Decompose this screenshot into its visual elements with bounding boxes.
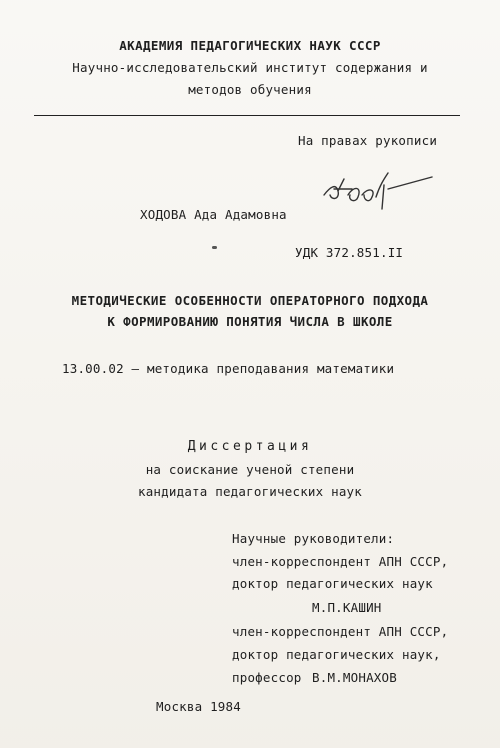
- place-and-year: Москва 1984: [156, 699, 241, 714]
- title-line-2: К ФОРМИРОВАНИЮ ПОНЯТИЯ ЧИСЛА В ШКОЛЕ: [107, 314, 393, 329]
- header-rule: [34, 115, 460, 116]
- author-name: ХОДОВА Ада Адамовна: [140, 207, 287, 222]
- supervisors-heading: Научные руководители:: [232, 531, 395, 546]
- decorative-mark: [212, 246, 217, 249]
- title-line-1: МЕТОДИЧЕСКИЕ ОСОБЕННОСТИ ОПЕРАТОРНОГО ПОДХОДА: [71, 293, 429, 308]
- degree-line-1: на соискание ученой степени: [145, 462, 355, 477]
- signature-mark: [318, 165, 438, 213]
- udk-code: УДК 372.851.II: [295, 245, 404, 260]
- supervisor-2-name: В.М.МОНАХОВ: [312, 670, 397, 685]
- dissertation-heading: Диссертация: [187, 439, 313, 454]
- supervisor-2-role-2: доктор педагогических наук,: [232, 647, 441, 662]
- supervisor-1-name: М.П.КАШИН: [312, 600, 382, 615]
- supervisor-1-role-1: член-корреспондент АПН СССР,: [232, 554, 449, 569]
- rights-note: На правах рукописи: [298, 133, 438, 148]
- specialty-code: 13.00.02 — методика преподавания математики: [62, 361, 395, 376]
- supervisor-1-role-2: доктор педагогических наук: [232, 576, 433, 591]
- supervisor-2-role-1: член-корреспондент АПН СССР,: [232, 624, 449, 639]
- academy-name: АКАДЕМИЯ ПЕДАГОГИЧЕСКИХ НАУК СССР: [119, 38, 381, 53]
- institute-line-2: методов обучения: [188, 82, 312, 97]
- supervisor-2-title: профессор: [232, 670, 302, 685]
- degree-line-2: кандидата педагогических наук: [137, 484, 363, 499]
- institute-line-1: Научно-исследовательский институт содержания и: [72, 60, 428, 75]
